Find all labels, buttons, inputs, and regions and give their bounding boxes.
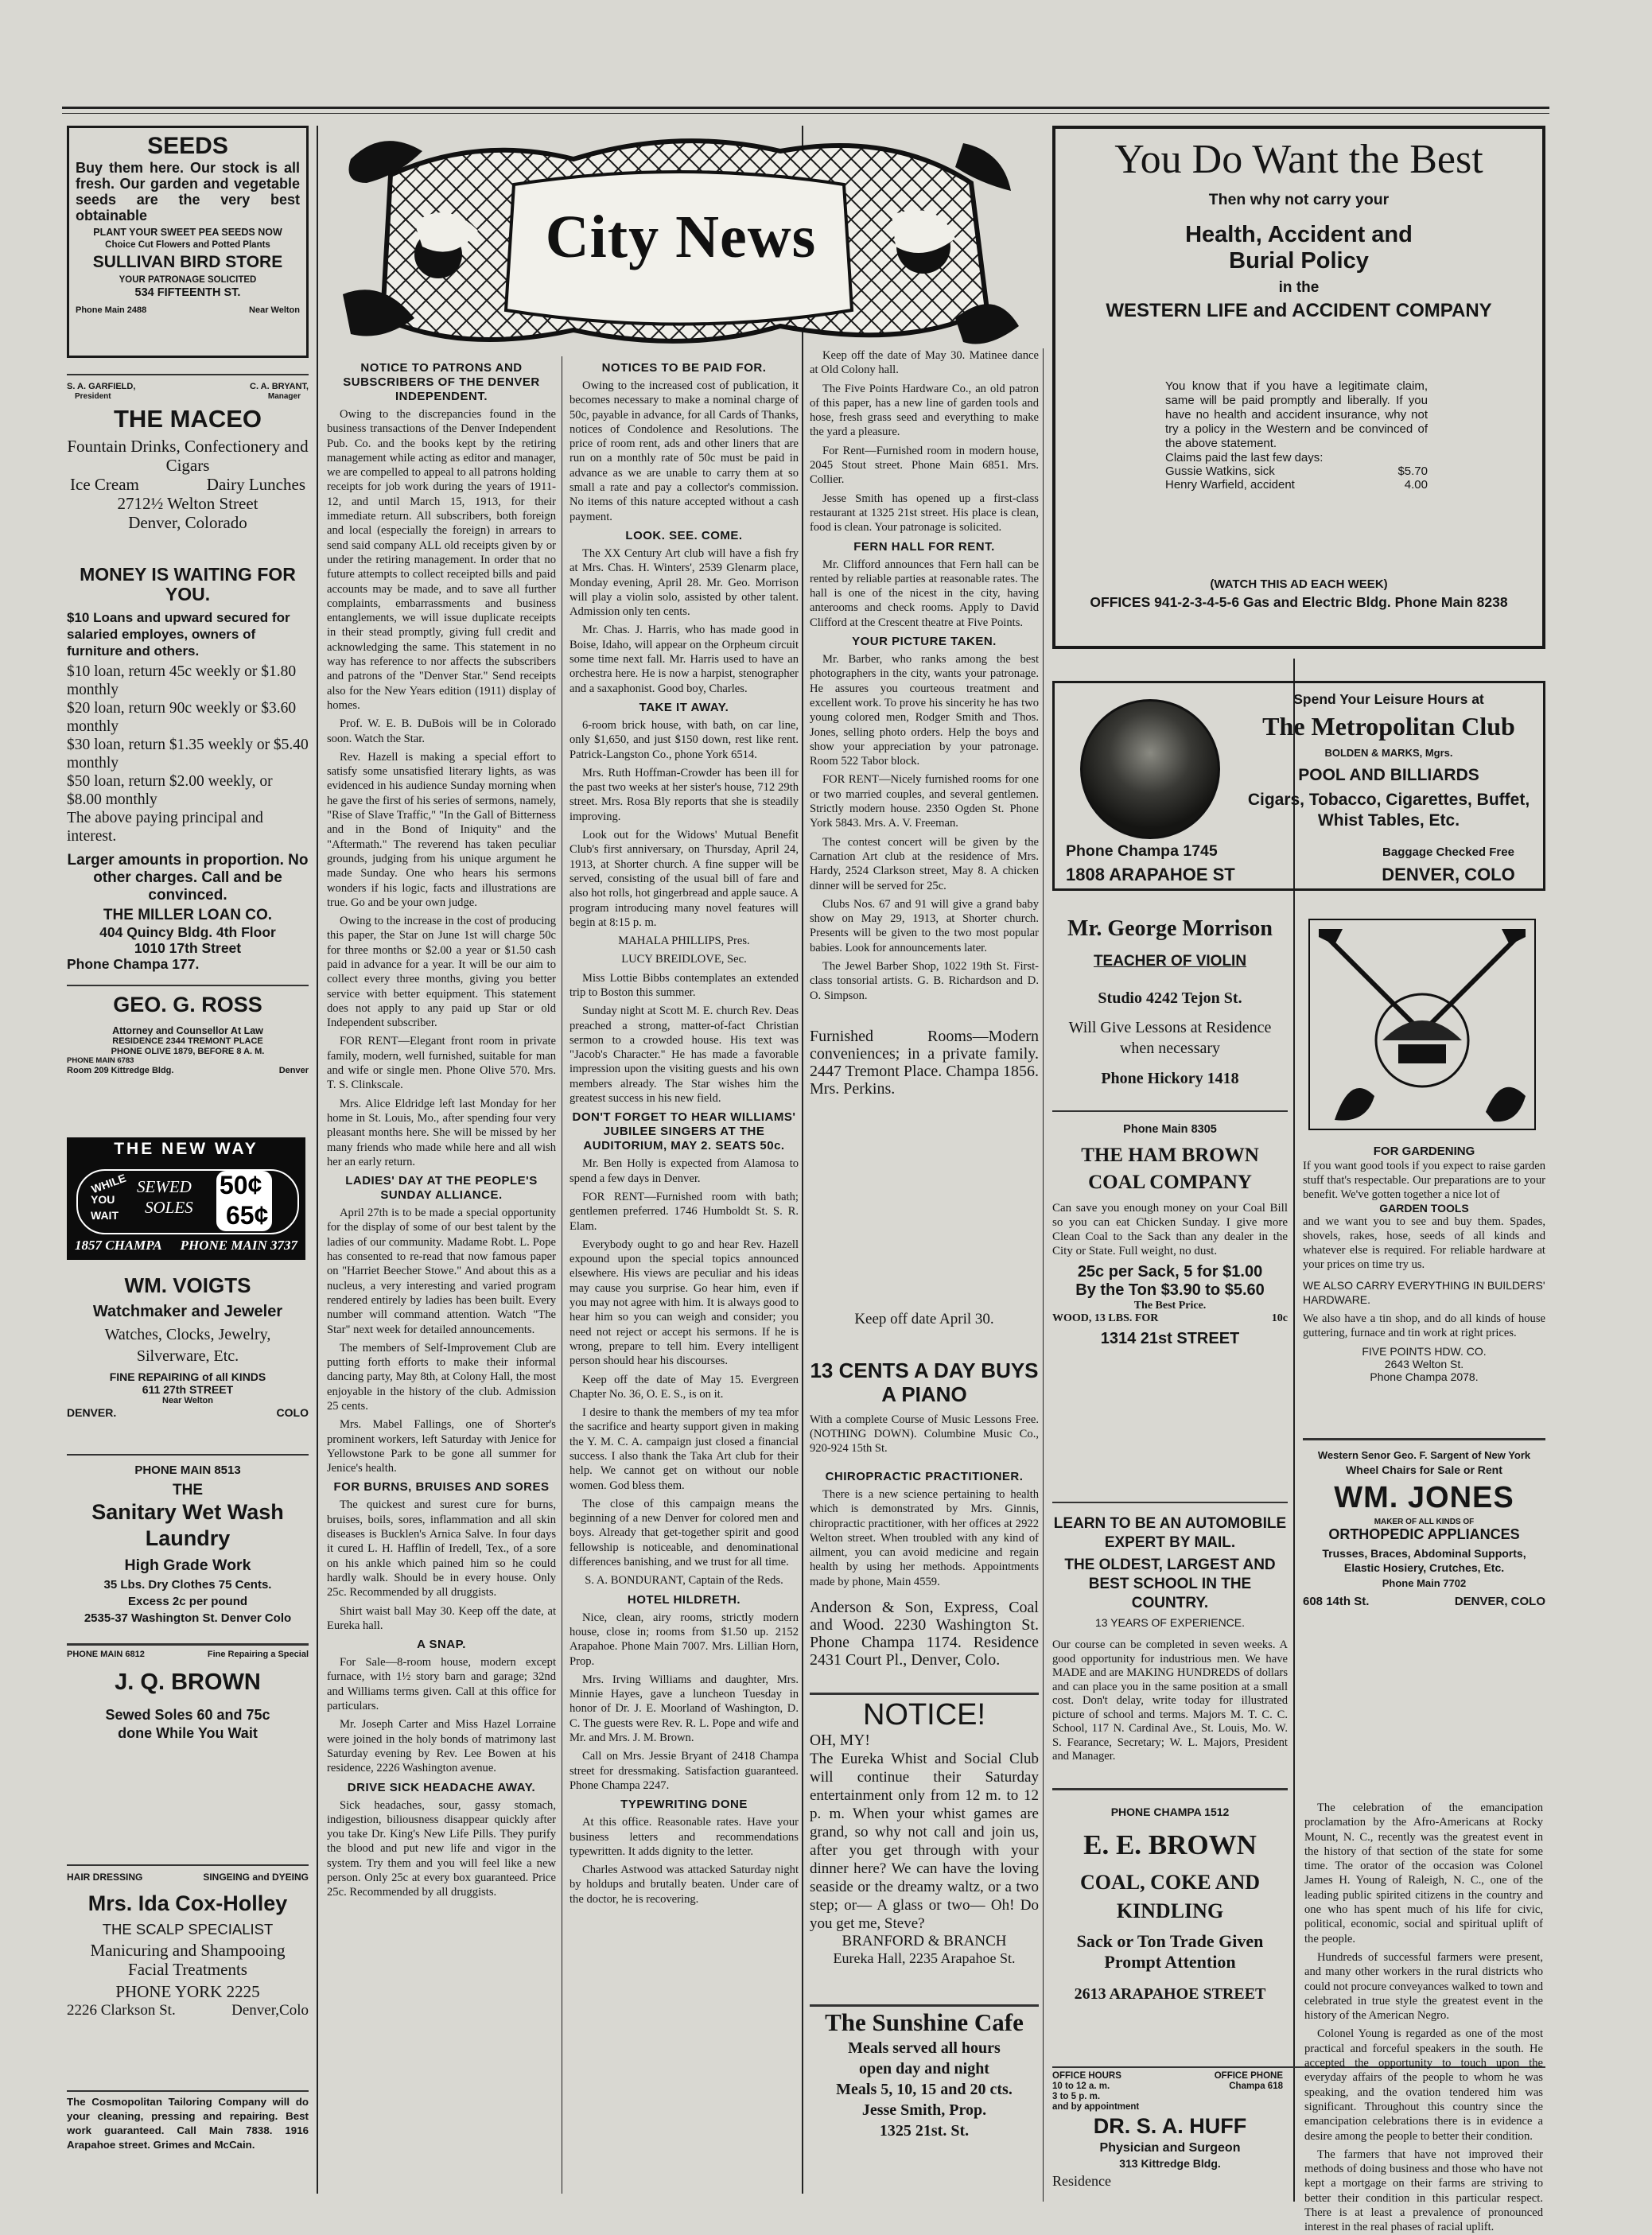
article-paragraph: The Jewel Barber Shop, 1022 19th St. First-class tonsorial artists. G. B. Richardson and D. O. Simpson. bbox=[810, 959, 1039, 1002]
western-line1: Then why not carry your bbox=[1208, 191, 1390, 208]
laundry-phone: PHONE MAIN 8513 bbox=[134, 1463, 241, 1477]
laundry-line2: 35 Lbs. Dry Clothes 75 Cents. bbox=[103, 1577, 272, 1592]
top-rule-thin bbox=[62, 113, 1549, 114]
morrison-title: Mr. George Morrison bbox=[1067, 916, 1273, 941]
huff-line2: 313 Kittredge Bldg. bbox=[1119, 2157, 1221, 2170]
laundry-ad bbox=[67, 1459, 309, 1650]
morrison-line1: TEACHER OF VIOLIN bbox=[1093, 953, 1247, 970]
article-paragraph: Mr. Ben Holly is expected from Alamosa to spend a few days in Denver. bbox=[569, 1157, 799, 1185]
laundry-the: THE bbox=[173, 1482, 203, 1499]
seeds-ad bbox=[67, 126, 309, 358]
ham-brown-body: Can save you enough money on your Coal Bill so you can eat Chicken Sunday. I give more Clean Coal to the Sack than any dealer in the City or State. Full weight, no dust. bbox=[1052, 1202, 1288, 1258]
jones-line2: MAKER OF ALL KINDS OF bbox=[1374, 1517, 1475, 1526]
voigts-line5: 611 27th STREET bbox=[142, 1382, 234, 1396]
article-paragraph: Owing to the increased cost of publication, it becomes necessary to make a nominal charge of 50c, payable in advance, for all Cards of Thanks, notices of Condolence and Resolutions. The price of room rent, ads and other liners that are run on a monthly rate of 50c must be paid in advance as we are unable to carry them at so small a rate and pay a collector's commission. No items of this nature accepted without a cash payment. bbox=[569, 379, 799, 523]
sunshine-line4: Jesse Smith, Prop. bbox=[861, 2101, 987, 2119]
loan-larger: Larger amounts in proportion. No other charges. Call and be convinced. bbox=[67, 852, 309, 904]
article-column-2 bbox=[569, 356, 799, 2194]
ross-title: GEO. G. ROSS bbox=[113, 993, 262, 1016]
separator bbox=[1052, 1110, 1288, 1112]
seeds-patron: YOUR PATRONAGE SOLICITED bbox=[119, 275, 257, 285]
loan-phone: Phone Champa 177. bbox=[67, 956, 200, 973]
auto-title: LEARN TO BE AN AUTOMOBILE EXPERT BY MAIL. bbox=[1053, 1515, 1287, 1551]
cox-holley-ad bbox=[67, 1872, 309, 2071]
laundry-line1: High Grade Work bbox=[124, 1557, 251, 1575]
new-way-sewed: SEWED bbox=[137, 1177, 192, 1196]
ee-brown-address: 2613 ARAPAHOE STREET bbox=[1074, 1985, 1266, 2004]
separator bbox=[67, 985, 309, 986]
gardening-also: WE ALSO CARRY EVERYTHING IN BUILDERS' HARDWARE. bbox=[1303, 1278, 1545, 1306]
article-paragraph: Charles Astwood was attacked Saturday night by holdups and brutally beaten. Under care of the doctor, he is recovering. bbox=[569, 1864, 799, 1906]
article-headline: CHIROPRACTIC PRACTITIONER. bbox=[825, 1470, 1024, 1483]
notice-sub: OH, MY! bbox=[810, 1732, 870, 1749]
jones-city: DENVER, COLO bbox=[1454, 1594, 1545, 1608]
jones-ad bbox=[1303, 1449, 1545, 1656]
article-paragraph: Jesse Smith has opened up a first-class restaurant at 1325 21st street. His place is clean, food is clean. Your patronage is solicited. bbox=[810, 492, 1039, 534]
article-headline: FOR BURNS, BRUISES AND SORES bbox=[333, 1480, 550, 1495]
piano-title: 13 CENTS A DAY BUYS A PIANO bbox=[810, 1358, 1039, 1406]
gardening-body3: We also have a tin shop, and do all kinds of house guttering, furnace and tin work at right prices. bbox=[1303, 1312, 1545, 1339]
seeds-pea: PLANT YOUR SWEET PEA SEEDS NOW bbox=[93, 227, 282, 238]
maceo-manager: C. A. BRYANT, bbox=[250, 382, 309, 391]
article-headline: LOOK. SEE. COME. bbox=[625, 528, 743, 542]
morrison-line2: Studio 4242 Tejon St. bbox=[1098, 989, 1242, 1008]
metro-line1: Spend Your Leisure Hours at bbox=[1293, 691, 1484, 707]
article-paragraph: Mrs. Irving Williams and daughter, Mrs. Minnie Hayes, gave a luncheon Tuesday in honor of Dr. J. E. Moorland of Washington, D. C. The guests were Rev. R. L. Pope and wife and Mr. and Mrs. J. M. Brown. bbox=[569, 1673, 799, 1745]
article-paragraph: Call on Mrs. Jessie Bryant of 2418 Champa street for dressmaking. Satisfaction guaranteed. Phone Champa 2247. bbox=[569, 1750, 799, 1792]
tailoring-notice: The Cosmopolitan Tailoring Company will do your cleaning, pressing and repairing. Best work guaranteed. Call Main 7838. 1916 Arapahoe street. Grimes and McCain. bbox=[67, 2096, 309, 2151]
maceo-icecream: Ice Cream bbox=[70, 474, 139, 494]
article-paragraph: Miss Lottie Bibbs contemplates an extended trip to Boston this summer. bbox=[569, 971, 799, 999]
jq-brown-line1: Sewed Soles 60 and 75c bbox=[105, 1706, 270, 1723]
laundry-line3: Excess 2c per pound bbox=[127, 1594, 248, 1608]
ee-brown-phone: PHONE CHAMPA 1512 bbox=[1110, 1805, 1230, 1818]
article-paragraph: Look out for the Widows' Mutual Benefit Club's first anniversary, on Thursday, April 24, 1913, at Shorter church. A fine supper will be served, consisting of the usual bill of fare and also hot rolls, hot gingerbread and apple sauce. A program introducing many novel features will begin at 8:15 p. m. bbox=[569, 829, 799, 929]
seeds-store: SULLIVAN BIRD STORE bbox=[92, 253, 283, 271]
article-headline: DON'T FORGET TO HEAR WILLIAMS' JUBILEE SINGERS AT THE AUDITORIUM, MAY 2. SEATS 50c. bbox=[572, 1110, 796, 1153]
ross-line4: PHONE MAIN 6783 bbox=[67, 1055, 134, 1065]
ee-brown-title: E. E. BROWN bbox=[1083, 1829, 1257, 1861]
jones-line4: Trusses, Braces, Abdominal Supports, Elastic Hosiery, Crutches, Etc. bbox=[1322, 1546, 1526, 1574]
western-line2: Health, Accident and bbox=[1185, 222, 1413, 247]
ee-brown-line1: COAL, COKE AND bbox=[1079, 1871, 1261, 1895]
ham-brown-price2: By the Ton $3.90 to $5.60 bbox=[1075, 1281, 1265, 1300]
cox-holley-phone: PHONE YORK 2225 bbox=[115, 1982, 260, 2002]
article-signature: LUCY BREIDLOVE, Sec. bbox=[621, 953, 747, 966]
article-paragraph: The farmers that have not improved their methods of doing business and those who have not kept a mortgage on their farms are striving to better their condition in this particular respect. There is at least a prevalence of pronounced interest in the real phases of racial uplift. bbox=[1304, 2148, 1543, 2234]
ee-brown-ad bbox=[1052, 1796, 1288, 2066]
ross-room: Room 209 Kittredge Bldg. bbox=[67, 1065, 174, 1075]
ross-line2: RESIDENCE 2344 TREMONT PLACE bbox=[112, 1036, 263, 1047]
ham-brown-address: 1314 21st STREET bbox=[1100, 1330, 1240, 1348]
morrison-ad bbox=[1052, 911, 1288, 1142]
article-paragraph: The celebration of the emancipation proclamation by the Afro-Americans at Rocky Mount, N. C., recently was the greatest event in the history of that section of the state for some time. The orator of the occasion was Colonel James H. Young of Raleigh, N. C., one of the leading public spirited citizens in the country and one who has spent much of his life for civic, political, economic, social and spiritual uplift of the people. bbox=[1304, 1802, 1543, 1945]
portrait-photo bbox=[1080, 699, 1220, 839]
gardening-title: FOR GARDENING bbox=[1373, 1145, 1475, 1159]
huff-res1: Residence bbox=[1052, 2173, 1111, 2189]
loan-row: $30 loan, return $1.35 weekly or $5.40 monthly bbox=[67, 737, 309, 772]
article-paragraph: Rev. Hazell is making a special effort to satisfy some unsatisfied literary lights, as was evidenced in his audience Sunday morning when he gave the first of his series of sermons, namely, "Rise of Slave Traffic," "In the Gall of Bitterness and in the Bond of Iniquity" and the "Aftermath." The reverend has taken peculiar grounds, judging from his unique argument he made Sunday. One who hears his sermons wonders if his logic, facts and illustrations are true. Go and be your own judge. bbox=[327, 750, 557, 909]
ham-brown-title1: THE HAM BROWN bbox=[1081, 1144, 1259, 1166]
article-column-3 bbox=[810, 348, 1039, 1311]
separator bbox=[67, 1643, 309, 1646]
huff-title: DR. S. A. HUFF bbox=[1093, 2114, 1247, 2138]
column-divider bbox=[317, 126, 318, 2194]
jones-phone: Phone Main 7702 bbox=[1382, 1576, 1467, 1589]
city-news-banner bbox=[335, 127, 1027, 358]
jones-line1: Wheel Chairs for Sale or Rent bbox=[1346, 1463, 1502, 1476]
article-paragraph: April 27th is to be made a special opportunity for the display of some of our best talent by the ladies of our community. Madame Robt. L. Pope has consented to re-read that now famous paper on "Harriet Beecher Stowe." And about this as a nucleus, a very interesting and varied program rendered entirely by ladies has been built. Every number will command attention. Watch "The Star" next week for detailed announcements. bbox=[327, 1207, 556, 1336]
cox-holley-line1: THE SCALP SPECIALIST bbox=[102, 1920, 274, 1938]
voigts-line4: FINE REPAIRING of all KINDS bbox=[109, 1370, 266, 1383]
article-headline: FERN HALL FOR RENT. bbox=[853, 539, 995, 554]
new-way-price2: 65¢ bbox=[226, 1201, 269, 1230]
voigts-line2: Watches, Clocks, Jewelry, bbox=[104, 1325, 271, 1343]
article-headline: TYPEWRITING DONE bbox=[620, 1798, 748, 1812]
article-paragraph: At this office. Reasonable rates. Have your business letters and recommendations typewritten. It adds dignity to the letter. bbox=[569, 1816, 799, 1858]
article-paragraph: Hundreds of successful farmers were present, and many other workers in the rural districts who could not procure conveyances walked to town and celebrated in true style the greatest event in the history of the American Negro. bbox=[1304, 1950, 1543, 2023]
new-way-price1: 50¢ bbox=[220, 1171, 262, 1199]
article-paragraph: Nice, clean, airy rooms, strictly modern house, close in; rooms from $1.50 up. 2152 Arapahoe. Phone Main 7007. Mrs. Lillian Horn, Prop. bbox=[569, 1611, 799, 1668]
metro-line3: Cigars, Tobacco, Cigarettes, Buffet, Whist Tables, Etc. bbox=[1247, 791, 1530, 830]
article-paragraph: Mrs. Alice Eldridge left last Monday for her home in St. Louis, Mo., after spending four very pleasant months here. She will be missed by her many friends who made while here and all wish her an early return. bbox=[327, 1097, 556, 1168]
top-rule bbox=[62, 107, 1549, 109]
article-headline: DRIVE SICK HEADACHE AWAY. bbox=[347, 1780, 536, 1794]
sunshine-line2: open day and night bbox=[859, 2060, 989, 2078]
huff-hours1: 10 to 12 a. m. bbox=[1052, 2081, 1110, 2091]
gardening-tools: GARDEN TOOLS bbox=[1379, 1201, 1469, 1215]
loan-addr2: 1010 17th Street bbox=[134, 939, 242, 956]
article-paragraph: I desire to thank the members of my tea mfor the sacrifice and hearty support given in making the Y. M. C. A. campaign just closed a financial success. I also thank the Taka Art club for their help. We cannot get on without our noble women. God bless them. bbox=[569, 1406, 799, 1492]
maceo-street: 2712½ Welton Street bbox=[117, 493, 258, 513]
gardening-addr: 2643 Welton St. bbox=[1384, 1357, 1464, 1370]
laundry-line4: 2535-37 Washington St. Denver Colo bbox=[84, 1611, 292, 1626]
metro-address: 1808 ARAPAHOE ST bbox=[1066, 865, 1235, 884]
voigts-line6: Near Welton bbox=[162, 1396, 213, 1406]
western-offices: OFFICES 941-2-3-4-5-6 Gas and Electric Bldg. Phone Main 8238 bbox=[1090, 594, 1508, 610]
claim-amount: $5.70 bbox=[1397, 464, 1428, 478]
maceo-manager-role: Manager bbox=[267, 392, 301, 401]
huff-residence bbox=[1052, 2173, 1288, 2190]
article-headline: TAKE IT AWAY. bbox=[639, 700, 729, 714]
new-way-champa: 1857 CHAMPA bbox=[75, 1238, 162, 1253]
metro-baggage: Baggage Checked Free bbox=[1382, 845, 1514, 859]
voigts-ad bbox=[67, 1263, 309, 1462]
western-watch: (WATCH THIS AD EACH WEEK) bbox=[1210, 577, 1388, 591]
ross-city: Denver bbox=[278, 1065, 309, 1075]
cox-holley-hair: HAIR DRESSING bbox=[67, 1872, 143, 1883]
jones-line3: ORTHOPEDIC APPLIANCES bbox=[1328, 1526, 1520, 1543]
piano-ad bbox=[810, 1358, 1039, 1462]
article-column-6 bbox=[1304, 1801, 1543, 2234]
metropolitan-club-ad bbox=[1052, 681, 1545, 891]
huff-line1: Physician and Surgeon bbox=[1099, 2141, 1241, 2155]
auto-line1: THE OLDEST, LARGEST AND BEST SCHOOL IN THE COUNTRY. bbox=[1064, 1557, 1276, 1611]
newspaper-page bbox=[62, 102, 1549, 2234]
huff-hours-head: OFFICE HOURS bbox=[1052, 2071, 1121, 2081]
seeds-address: 534 FIFTEENTH ST. bbox=[134, 286, 241, 299]
auto-line2: 13 YEARS OF EXPERIENCE. bbox=[1094, 1616, 1246, 1629]
article-paragraph: Clubs Nos. 67 and 91 will give a grand baby show on May 29, 1913, at Shorter church. Presents will be given to the two most popular babies. Look for announcements later. bbox=[810, 897, 1039, 954]
seeds-flowers: Choice Cut Flowers and Potted Plants bbox=[105, 240, 270, 250]
laundry-title: Sanitary Wet Wash Laundry bbox=[91, 1500, 284, 1551]
voigts-title: WM. VOIGTS bbox=[124, 1273, 251, 1297]
article-column-3b bbox=[810, 1465, 1039, 1600]
article-paragraph: Keep off the date of May 15. Evergreen Chapter No. 36, O. E. S., is on it. bbox=[569, 1373, 799, 1401]
jq-brown-ad bbox=[67, 1650, 309, 1793]
article-paragraph: Owing to the increase in the cost of producing this paper, the Star on June 1st will charge 50c for three months or $2.00 a year or $1.50 cash paid in advance for a year. It will be our aim to collect every three months, giving you better service with better equipment. This statement does not apply to any paid up Star or old Independent subscriber. bbox=[327, 915, 556, 1030]
sunshine-title: The Sunshine Cafe bbox=[825, 2008, 1024, 2036]
column-divider bbox=[1043, 348, 1044, 2202]
article-paragraph: Mr. Joseph Carter and Miss Hazel Lorraine were joined in the holy bonds of matrimony last Saturday evening by Rev. Lee Bowen at his residence, 2226 Washington avenue. bbox=[327, 1718, 556, 1775]
article-paragraph: For Rent—Furnished room in modern house, 2045 Stout street. Phone Main 6851. Mrs. Collier. bbox=[810, 444, 1039, 487]
article-paragraph: Prof. W. E. B. DuBois will be in Colorado soon. Watch the Star. bbox=[327, 717, 556, 745]
article-headline: NOTICES TO BE PAID FOR. bbox=[601, 361, 767, 375]
article-paragraph: Mr. Chas. J. Harris, who has made good in Boise, Idaho, will appear on the Orpheum circuit some time next fall. Mr. Harris used to have an orchestra here. He is now a harpist, stenographer and a saxaphonist. Good boy, Charles. bbox=[569, 624, 799, 695]
article-paragraph: There is a new science pertaining to health which is demonstrated by Mrs. Ginnis, chiropractic practitioner, with her offices at 2922 Welton street. When troubled with any kind of ailment, you can avoid medicine and regain health by using her methods. Appointments made by phone, Main 4559. bbox=[810, 1488, 1039, 1588]
furnished-rooms-ad: Furnished Rooms—Modern conveniences; in a private family. 2447 Tremont Place. Champa 1856. Mrs. Perkins. bbox=[810, 1028, 1039, 1098]
ham-brown-ad bbox=[1052, 1117, 1288, 1498]
ham-brown-phone: Phone Main 8305 bbox=[1123, 1123, 1217, 1136]
western-body: You know that if you have a legitimate claim, same will be paid promptly and liberally. If you have no health and accident insurance, why not try a policy in the Western and be convinced of the above statement. bbox=[1165, 379, 1428, 450]
article-paragraph: Sick headaches, sour, gassy stomach, indigestion, biliousness disappear quickly after you take Dr. King's New Life Pills. They purify the blood and put new life and vigor in the system. Try them and you will feel like a new person. Only 25c at every box guaranteed. Price 25c. Recommended by all druggists. bbox=[327, 1798, 556, 1899]
automobile-ad bbox=[1052, 1508, 1288, 1786]
article-paragraph: The Five Points Hardware Co., an old patron of this paper, has a new line of garden tools and hose, fresh grass seed and everything to make the yard a pleasure. bbox=[810, 382, 1039, 439]
gardening-body: If you want good tools if you expect to raise garden stuff that's respectable. Our preparations are to your benefit. We've gotten together a nice lot of bbox=[1303, 1159, 1545, 1201]
loan-intro: $10 Loans and upward secured for salaried employes, owners of furniture and others. bbox=[67, 610, 290, 659]
claim-name: Gussie Watkins, sick bbox=[1165, 464, 1275, 478]
article-paragraph: The contest concert will be given by the Carnation Art club at the residence of Mrs. Hardy, 2524 Clarkson street, May 8. A chicken dinner will be served for 25c. bbox=[810, 835, 1039, 892]
article-paragraph: 6-room brick house, with bath, on car line, only $1,650, and just $150 down, rest like rent. Patrick-Langston Co., phone York 6514. bbox=[569, 718, 799, 761]
article-headline: NOTICE TO PATRONS AND SUBSCRIBERS OF THE DENVER INDEPENDENT. bbox=[343, 361, 540, 403]
seeds-body: Buy them here. Our stock is all fresh. Our garden and vegetable seeds are the very best obtainable bbox=[76, 160, 300, 224]
article-paragraph: Mrs. Ruth Hoffman-Crowder has been ill for the past two weeks at her sister's house, 712 29th street. Mrs. Rosa Bly reports that she is steadily improving. bbox=[569, 766, 799, 823]
new-way-phone: PHONE MAIN 3737 bbox=[180, 1238, 297, 1253]
article-headline: A SNAP. bbox=[417, 1638, 466, 1652]
jq-brown-title: J. Q. BROWN bbox=[115, 1669, 261, 1695]
western-company: WESTERN LIFE and ACCIDENT COMPANY bbox=[1106, 300, 1492, 321]
maceo-city: Denver, Colorado bbox=[128, 512, 247, 532]
voigts-line3: Silverware, Etc. bbox=[136, 1347, 239, 1365]
ham-brown-best: The Best Price. bbox=[1133, 1300, 1207, 1312]
maceo-title: THE MACEO bbox=[114, 405, 262, 433]
notice-sig1: BRANFORD & BRANCH bbox=[842, 1933, 1007, 1950]
separator bbox=[1303, 1438, 1545, 1440]
cox-holley-singe: SINGEING and DYEING bbox=[203, 1872, 309, 1883]
jones-title: WM. JONES bbox=[1334, 1481, 1514, 1515]
claim-name: Henry Warfield, accident bbox=[1165, 478, 1295, 492]
article-paragraph: Mr. Barber, who ranks among the best photographers in the city, wants your patronage. He assures you courteous treatment and excellent work. To prove his sincerity he has two young colored men, Rodger Smith and Thos. Jones, selling photo orders. Help the boys and show your appreciation by your patronage. Room 522 Tabor block. bbox=[810, 653, 1039, 768]
article-paragraph: For Sale—8-room house, modern except furnace, with 1½ story barn and garage; 32nd and Williams terms given. Call at this office for particulars. bbox=[327, 1656, 556, 1713]
cox-holley-line2: Manicuring and Shampooing bbox=[90, 1941, 286, 1961]
ham-brown-title2: COAL COMPANY bbox=[1088, 1172, 1252, 1194]
column-divider bbox=[802, 126, 803, 2194]
ham-brown-wood-price: 10c bbox=[1271, 1312, 1288, 1325]
garden-tools-illustration bbox=[1303, 913, 1541, 1136]
article-paragraph: Keep off the date of May 30. Matinee dance at Old Colony hall. bbox=[810, 349, 1039, 377]
western-line3: Burial Policy bbox=[1229, 248, 1369, 274]
loan-after: The above paying principal and interest. bbox=[67, 810, 263, 845]
seeds-title: SEEDS bbox=[147, 133, 228, 159]
western-title: You Do Want the Best bbox=[1114, 137, 1483, 182]
jones-top: Western Senor Geo. F. Sargent of New York bbox=[1317, 1449, 1531, 1461]
ee-brown-line2: KINDLING bbox=[1116, 1899, 1224, 1923]
metro-mgrs: BOLDEN & MARKS, Mgrs. bbox=[1324, 747, 1453, 759]
loan-ad bbox=[67, 565, 309, 978]
western-life-ad bbox=[1052, 126, 1545, 649]
ross-ad bbox=[67, 991, 309, 1136]
notice-body: The Eureka Whist and Social Club will continue their Saturday entertainment only from 12 m. to 12 p. m. When your whist games are grand, so why not call and join us, after you get through with your dinner here? We can have the loving seaside or the dreamy waltz, or a two step; or— A glass or two— Oh! Do you get me, Steve? bbox=[810, 1751, 1039, 1933]
article-paragraph: Owing to the discrepancies found in the business transactions of the Denver Independent Pub. Co. and the books kept by the retiring management while acting as editor and manager, we are compelled to appeal to all patrons holding receipts for job work during the years of 1911-12, and until March 15, 1913, for their immediate return. All subscribers, both foreign and local (especially the foreign) in arrears to send said company ALL old receipts given by or under the retiring management. In order that no future attempts to collect receipted bills and paid accounts may be made, and to save all further complaints, embarrassments and business entanglements, we will issue duplicate receipts in their stead promptly, giving full credit and acknowledging the same. This statement in no way has reference to nor affects the subscribers and patrons of the "Denver Star." Send receipts also for the New Years edition (1911) display of homes. bbox=[327, 408, 556, 712]
ross-line3: PHONE OLIVE 1879, BEFORE 8 A. M. bbox=[111, 1047, 265, 1057]
jones-addr: 608 14th St. bbox=[1303, 1594, 1370, 1608]
metro-line2: POOL AND BILLIARDS bbox=[1298, 766, 1479, 784]
new-way-ad bbox=[67, 1137, 305, 1260]
new-way-while: WHILE bbox=[89, 1171, 128, 1196]
article-paragraph: The quickest and surest cure for burns, bruises, boils, sores, inflammation and all skin diseases is Bucklen's Arnica Salve. In four days it cured L. H. Hafflin of Iredell, Tex., of a sore on his ankle which pained him so he could hardly walk. Should be in every house. Only 25c. Recommended by all druggists. bbox=[327, 1498, 556, 1599]
article-headline: YOUR PICTURE TAKEN. bbox=[852, 635, 997, 649]
separator bbox=[810, 1693, 1039, 1695]
sunshine-line1: Meals served all hours bbox=[848, 2039, 1001, 2057]
article-paragraph: Mrs. Mabel Fallings, one of Shorter's prominent workers, left Saturday with Jenice for Yellowstone Park to be gone all summer for Jenice's health. bbox=[327, 1418, 556, 1475]
huff-hours3: and by appointment bbox=[1052, 2102, 1140, 2112]
metro-title: The Metropolitan Club bbox=[1262, 712, 1515, 740]
cox-holley-title: Mrs. Ida Cox-Holley bbox=[87, 1891, 288, 1915]
metro-phone: Phone Champa 1745 bbox=[1066, 842, 1218, 860]
voigts-state: COLO bbox=[276, 1405, 309, 1419]
separator bbox=[810, 2004, 1039, 2007]
masthead-title: City News bbox=[545, 204, 817, 270]
morrison-line3: Will Give Lessons at Residence when necessary bbox=[1068, 1019, 1272, 1058]
huff-hours2: 3 to 5 p. m. bbox=[1052, 2092, 1101, 2101]
notice-sig2: Eureka Hall, 2235 Arapahoe St. bbox=[833, 1950, 1016, 1967]
article-paragraph: Sunday night at Scott M. E. church Rev. Deas preached a strong, matter-of-fact Christian sermon to a crowded house. His text was "Jacob's Character." He has made a favorable impression upon the visiting guests and his own members already. The Star wishes him the greatest success in his new field. bbox=[569, 1005, 799, 1106]
auto-body: Our course can be completed in seven weeks. A good opportunity for industrious men. We have MADE and are MAKING HUNDREDS of dollars and can place you in the same position at a small cost. Don't delay, write today for illustrated picture of school and terms. Majors M. T. C. C. School, 117 N. Cardinal Ave., St. Louis, Mo. W. S. Fearance, Secretary; W. L. Majors, President and Manager. bbox=[1052, 1638, 1288, 1763]
piano-body: With a complete Course of Music Lessons Free. (NOTHING DOWN). Columbine Music Co., 920-924 15th St. bbox=[810, 1413, 1039, 1455]
article-headline: LADIES' DAY AT THE PEOPLE'S SUNDAY ALLIANCE. bbox=[345, 1174, 538, 1203]
loan-row: $10 loan, return 45c weekly or $1.80 monthly bbox=[67, 663, 297, 698]
article-paragraph: Mr. Clifford announces that Fern hall can be rented by reliable parties at reasonable rates. The hall is one of the nicest in the city, having anterooms and check rooms. Apply to David Clifford at the Crescent theatre at Five Points. bbox=[810, 558, 1039, 629]
loan-addr1: 404 Quincy Bldg. 4th Floor bbox=[99, 923, 276, 940]
loan-row: $20 loan, return 90c weekly or $3.60 monthly bbox=[67, 700, 297, 735]
loan-row: $50 loan, return $2.00 weekly, or $8.00 monthly bbox=[67, 773, 273, 808]
new-way-title: THE NEW WAY bbox=[114, 1140, 258, 1158]
gardening-body2: and we want you to see and buy them. Spades, shovels, rakes, hose, seeds of all kinds and whatever else is required. For reliable hardware at your prices on time try us. bbox=[1303, 1215, 1545, 1271]
anderson-ad: Anderson & Son, Express, Coal and Wood. 2230 Washington St. Phone Champa 1174. Residence 2431 Court Pl., Denver, Colo. bbox=[810, 1599, 1039, 1669]
article-paragraph: FOR RENT—Furnished room with bath; gentlemen preferred. 1746 Humboldt St. S. R. Elam. bbox=[569, 1190, 799, 1233]
sunshine-cafe-ad bbox=[810, 2008, 1039, 2183]
separator bbox=[1052, 1788, 1288, 1790]
western-claims-head: Claims paid the last few days: bbox=[1165, 451, 1324, 464]
gardening-phone: Phone Champa 2078. bbox=[1370, 1370, 1479, 1383]
voigts-line1: Watchmaker and Jeweler bbox=[92, 1302, 283, 1320]
sunshine-line3: Meals 5, 10, 15 and 20 cts. bbox=[836, 2081, 1013, 2098]
voigts-city: DENVER. bbox=[67, 1405, 117, 1419]
gardening-ad bbox=[1303, 913, 1545, 1518]
cox-holley-street: 2226 Clarkson St. bbox=[67, 2001, 176, 2019]
jq-brown-tag: Fine Repairing a Special bbox=[207, 1650, 309, 1659]
sunshine-line5: 1325 21st. St. bbox=[879, 2122, 970, 2140]
gardening-company: FIVE POINTS HDW. CO. bbox=[1362, 1344, 1487, 1358]
notice-title: NOTICE! bbox=[862, 1698, 986, 1732]
article-paragraph: Everybody ought to go and hear Rev. Hazell expound upon the special topics announced elsewhere. His views are peculiar and his ideas may cause you surprise. Go hear him, even if you may not agree with him. It is always good to hear him so you can weigh and consider; you need not reject or accept his sermons. If he is wrong, prepare to tell him. Every intelligent person should hear his discourses. bbox=[569, 1238, 799, 1368]
separator bbox=[67, 2090, 309, 2092]
article-paragraph: The XX Century Art club will have a fish fry at Mrs. Chas. H. Winters', 2539 Glenarm place, Monday evening, April 28. Mr. Geo. Morrison will play a violin solo, assisted by other talent. Admission only ten cents. bbox=[569, 546, 799, 619]
article-headline: HOTEL HILDRETH. bbox=[627, 1592, 741, 1607]
article-paragraph: FOR RENT—Nicely furnished rooms for one or two married couples, and several gentlemen. Strictly modern house. 2350 Ogden St. Phone York 5843. Mrs. A. V. Freeman. bbox=[810, 773, 1039, 830]
maceo-line1: Fountain Drinks, Confectionery and Cigars bbox=[67, 436, 309, 475]
seeds-near: Near Welton bbox=[249, 305, 300, 315]
cox-holley-line3: Facial Treatments bbox=[128, 1960, 247, 1980]
metro-city: DENVER, COLO bbox=[1382, 865, 1515, 884]
separator bbox=[67, 1454, 309, 1456]
jq-brown-line2: done While You Wait bbox=[118, 1724, 258, 1741]
article-signature: S. A. BONDURANT, Captain of the Reds. bbox=[585, 1574, 783, 1588]
new-way-soles: SOLES bbox=[145, 1198, 193, 1217]
notice-ad bbox=[810, 1697, 1039, 2000]
western-line4: in the bbox=[1278, 279, 1320, 296]
article-paragraph: Colonel Young is regarded as one of the most practical and forceful speakers in the south. He accepted the opportunity to touch upon the everyday affairs of the people to whom he was speaking, and the ovation tendered him was significant. Throughout this country since the emancipation celebrations there is in evidence a desire among the people to better their condition. bbox=[1304, 2027, 1543, 2143]
ham-brown-price1: 25c per Sack, 5 for $1.00 bbox=[1077, 1263, 1263, 1281]
maceo-president: S. A. GARFIELD, bbox=[67, 382, 136, 391]
keepoff-note: Keep off date April 30. bbox=[854, 1311, 994, 1327]
new-way-wait: WAIT bbox=[91, 1209, 119, 1222]
separator bbox=[1052, 1502, 1288, 1503]
article-column-1 bbox=[327, 356, 556, 2194]
huff-phone: Champa 618 bbox=[1229, 2081, 1283, 2091]
claim-amount: 4.00 bbox=[1404, 478, 1428, 492]
ee-brown-line3: Sack or Ton Trade Given Prompt Attention bbox=[1076, 1931, 1264, 1973]
cox-holley-city: Denver,Colo bbox=[231, 2001, 309, 2019]
maceo-lunches: Dairy Lunches bbox=[206, 474, 305, 494]
new-way-you: YOU bbox=[91, 1193, 115, 1206]
article-paragraph: Shirt waist ball May 30. Keep off the date, at Eureka hall. bbox=[327, 1604, 556, 1632]
separator bbox=[67, 1864, 309, 1866]
seeds-phone: Phone Main 2488 bbox=[76, 305, 147, 315]
ham-brown-wood: WOOD, 13 LBS. FOR bbox=[1052, 1312, 1159, 1325]
loan-company: THE MILLER LOAN CO. bbox=[103, 907, 273, 923]
huff-phone-head: OFFICE PHONE bbox=[1214, 2071, 1283, 2081]
loan-title: MONEY IS WAITING FOR YOU. bbox=[80, 564, 296, 604]
morrison-line4: Phone Hickory 1418 bbox=[1101, 1070, 1239, 1088]
separator bbox=[67, 374, 309, 375]
article-paragraph: FOR RENT—Elegant front room in private family, modern, well furnished, suitable for man and wife or single men. Phone Olive 570. Mrs. T. S. Clinkscale. bbox=[327, 1035, 556, 1092]
ross-line1: Attorney and Counsellor At Law bbox=[112, 1025, 263, 1037]
jq-brown-phone: PHONE MAIN 6812 bbox=[67, 1650, 145, 1659]
article-paragraph: The close of this campaign means the beginning of a new Denver for colored men and boys. Already that get-together spirit and good fellowship is noticeable, and denominational differences banishing, and we trust for all time. bbox=[569, 1497, 799, 1569]
maceo-president-role: President bbox=[75, 392, 111, 401]
article-signature: MAHALA PHILLIPS, Pres. bbox=[618, 935, 750, 948]
article-paragraph: The members of Self-Improvement Club are putting forth efforts to make their informal dancing party, May 8th, at Colony Hall, the most enjoyable in the history of the club. Admission 25 cents. bbox=[327, 1341, 556, 1413]
